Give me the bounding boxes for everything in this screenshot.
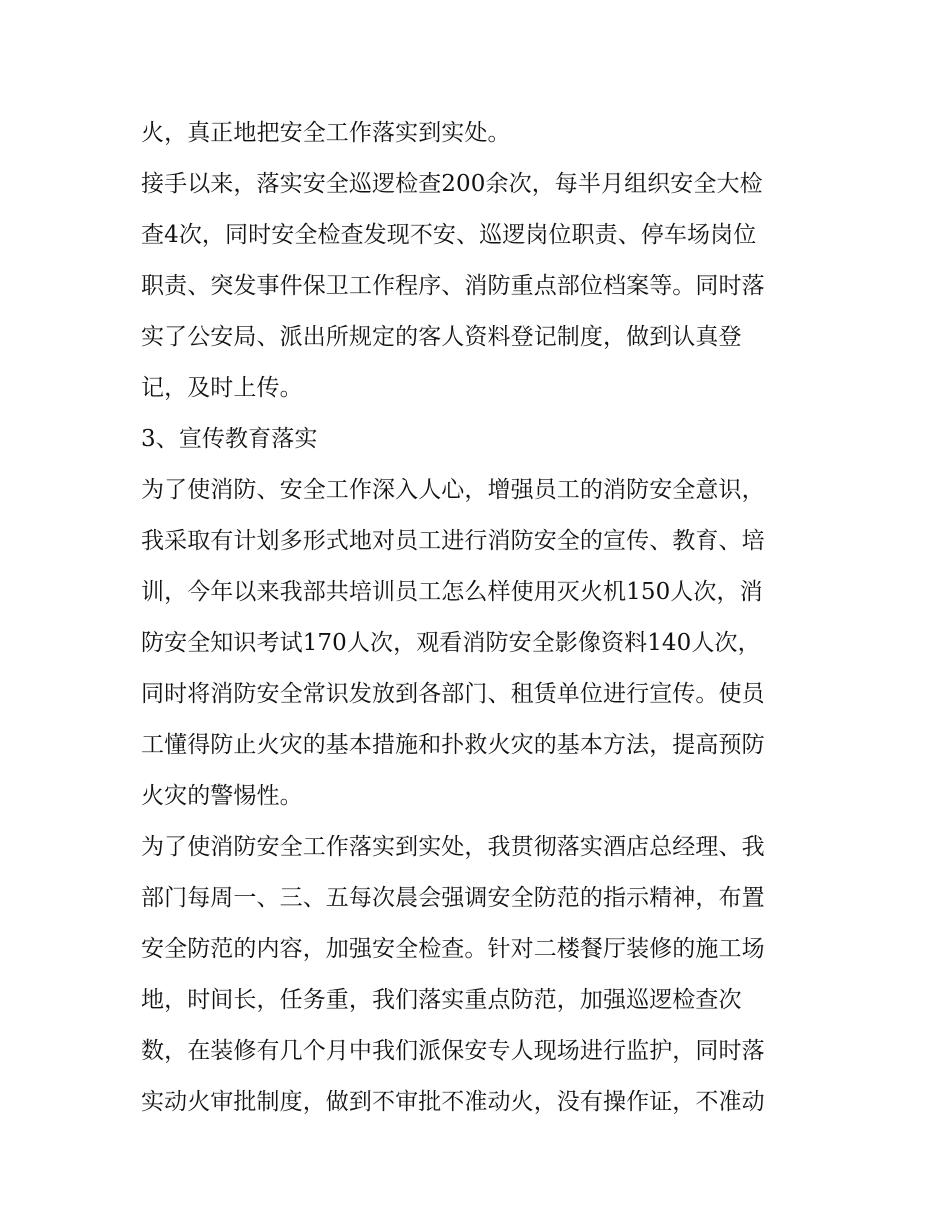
text-line: 为了使消防、安全工作深入人心，增强员工的消防安全意识， <box>141 477 765 503</box>
section-heading: 3、宣传教育落实 <box>141 426 318 452</box>
document-body <box>141 108 816 1128</box>
text-line: 火灾的警惕性。 <box>141 783 303 809</box>
text-line: 防安全知识考试170人次，观看消防安全影像资料140人次， <box>141 630 761 656</box>
text-line: 为了使消防安全工作落实到实处，我贯彻落实酒店总经理、我 <box>141 834 765 860</box>
text-line: 我采取有计划多形式地对员工进行消防安全的宣传、教育、培 <box>141 528 765 554</box>
text-line: 安全防范的内容，加强安全检查。针对二楼餐厅装修的施工场 <box>141 936 765 962</box>
text-line: 部门每周一、三、五每次晨会强调安全防范的指示精神，布置 <box>141 885 765 911</box>
text-line: 实动火审批制度，做到不审批不准动火，没有操作证，不准动 <box>141 1089 765 1115</box>
text-line: 地，时间长，任务重，我们落实重点防范，加强巡逻检查次 <box>141 987 742 1013</box>
text-line: 记，及时上传。 <box>141 375 303 401</box>
text-line: 实了公安局、派出所规定的客人资料登记制度，做到认真登 <box>141 324 742 350</box>
text-line: 火，真正地把安全工作落实到实处。 <box>141 120 511 146</box>
text-line: 同时将消防安全常识发放到各部门、租赁单位进行宣传。使员 <box>141 681 765 707</box>
text-line: 数，在装修有几个月中我们派保安专人现场进行监护，同时落 <box>141 1038 765 1064</box>
text-line: 职责、突发事件保卫工作程序、消防重点部位档案等。同时落 <box>141 273 765 299</box>
text-line: 工懂得防止火灾的基本措施和扑救火灾的基本方法，提高预防 <box>141 732 765 758</box>
text-line: 查4次，同时安全检查发现不安、巡逻岗位职责、停车场岗位 <box>141 222 757 248</box>
text-line: 接手以来，落实安全巡逻检查200余次，每半月组织安全大检 <box>141 171 763 197</box>
text-line: 训，今年以来我部共培训员工怎么样使用灭火机150人次，消 <box>141 579 763 605</box>
